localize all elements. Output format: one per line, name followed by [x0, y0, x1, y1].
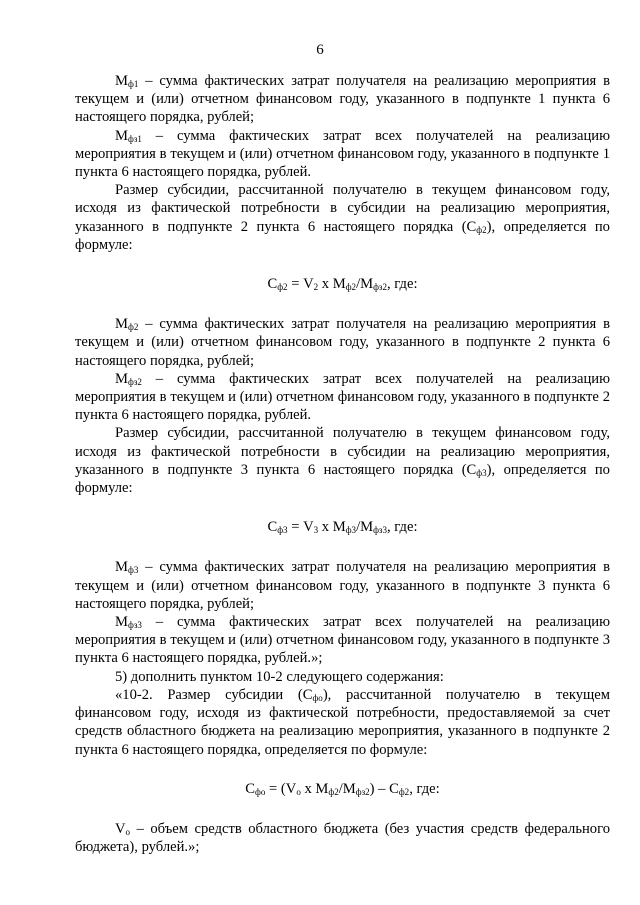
subscript: о — [125, 826, 131, 837]
text-run: /М — [338, 780, 356, 797]
document-body — [75, 72, 610, 856]
formula — [75, 780, 610, 798]
subscript: 2 — [313, 282, 319, 293]
subscript: ф2 — [398, 786, 410, 797]
subscript: ф2 — [328, 786, 339, 797]
subscript: ф2 — [277, 282, 288, 293]
paragraph — [75, 668, 610, 686]
text-run: , где: — [386, 276, 418, 293]
subscript: о — [296, 786, 301, 797]
text-run: М — [115, 73, 128, 89]
text-run: x М — [300, 780, 329, 797]
subscript: 3 — [313, 525, 319, 536]
formula — [75, 518, 610, 536]
text-run: Размер субсидии, рассчитанной получателю в текущем финансовом году, исходя из фактической потребности в субсидии на реализацию мероприятия, указанного в подпункте 3 пункта 6 настоящего порядка (С — [75, 425, 610, 478]
paragraph — [75, 127, 610, 182]
formula — [75, 275, 610, 293]
text-run: /М — [356, 519, 374, 536]
subscript: ф1 — [127, 79, 139, 89]
paragraph — [75, 558, 610, 613]
paragraph — [75, 613, 610, 668]
text-run: М — [115, 614, 128, 631]
text-run: x М — [318, 276, 346, 293]
subscript: фз3 — [127, 620, 142, 631]
subscript: фз3 — [373, 525, 387, 536]
text-run: – сумма фактических затрат получателя на реализацию мероприятия в текущем и (или) отчетном финансовом году, указанного в подпункте 3 пункта 6 настоящего порядка, рублей; — [75, 559, 610, 612]
paragraph — [75, 72, 610, 127]
paragraph — [75, 686, 610, 759]
paragraph — [75, 424, 610, 497]
subscript: фз1 — [127, 133, 142, 144]
subscript: ф2 — [476, 224, 487, 235]
text-run: ), рассчитанной получателю в текущем финансовом году, исходя из фактической потребности, предоставляемой за счет средств областного бюджета на реализацию мероприятия, указанного в подпункте 2 пункта 6 настоящего порядка, определяется по формуле: — [75, 686, 610, 758]
text-run: – сумма фактических затрат всех получателей на реализацию мероприятия в текущем и (или) отчетном финансовом году, указанного в подпункте 1 пункта 6 настоящего порядка, рублей. — [75, 127, 610, 181]
subscript: фз2 — [127, 376, 142, 387]
text-run: = V — [287, 519, 314, 536]
text-run: x М — [318, 519, 346, 536]
subscript: ф2 — [345, 282, 357, 293]
text-run: 5) дополнить пунктом 10-2 следующего содержания: — [115, 668, 444, 685]
text-run: /М — [356, 276, 374, 293]
subscript: фз2 — [373, 282, 387, 293]
text-run: , где: — [386, 519, 418, 536]
subscript: ф3 — [345, 525, 357, 536]
text-run: С — [267, 519, 278, 536]
paragraph — [75, 370, 610, 425]
subscript: фз2 — [355, 786, 370, 797]
text-run: – сумма фактических затрат получателя на реализацию мероприятия в текущем и (или) отчетном финансовом году, указанного в подпункте 2 пункта 6 настоящего порядка, рублей; — [75, 316, 610, 369]
page-number: 6 — [316, 42, 324, 58]
text-run: ) – С — [369, 780, 399, 797]
paragraph — [75, 820, 610, 856]
text-run: С — [245, 780, 256, 797]
text-run: – сумма фактических затрат всех получателей на реализацию мероприятия в текущем и (или) отчетном финансовом году, указанного в подпункте 2 пункта 6 настоящего порядка, рублей. — [75, 370, 610, 424]
text-run: V — [115, 820, 126, 837]
subscript: фо — [255, 786, 266, 797]
text-run: – сумма фактических затрат всех получателей на реализацию мероприятия в текущем и (или) отчетном финансовом году, указанного в подпункте 3 пункта 6 настоящего порядка, рублей.»; — [75, 614, 610, 667]
text-run: М — [115, 559, 128, 576]
subscript: ф2 — [127, 322, 139, 333]
text-run: = (V — [265, 780, 297, 797]
subscript: ф3 — [127, 565, 139, 576]
text-run: «10-2. Размер субсидии (С — [115, 686, 313, 703]
text-run: Размер субсидии, рассчитанной получателю в текущем финансовом году, исходя из фактической потребности в субсидии на реализацию мероприятия, указанного в подпункте 2 пункта 6 настоящего порядка (С — [75, 182, 610, 235]
text-run: – сумма фактических затрат получателя на реализацию мероприятия в текущем и (или) отчетном финансовом году, указанного в подпункте 1 пункта 6 настоящего порядка, рублей; — [75, 73, 610, 126]
subscript: ф3 — [476, 467, 487, 478]
paragraph — [75, 181, 610, 254]
subscript: фо — [312, 692, 323, 703]
text-run: М — [115, 316, 128, 333]
text-run: , где: — [409, 780, 440, 797]
text-run: – объем средств областного бюджета (без участия средств федерального бюджета), рублей.»; — [75, 820, 610, 856]
text-run: = V — [287, 276, 314, 293]
text-run: М — [115, 370, 128, 387]
text-run: М — [115, 127, 128, 144]
text-run: С — [267, 276, 278, 293]
paragraph — [75, 315, 610, 370]
subscript: ф3 — [277, 525, 288, 536]
text-run: ), определяется по формуле: — [75, 218, 610, 253]
text-run: ), определяется по формуле: — [75, 461, 610, 497]
